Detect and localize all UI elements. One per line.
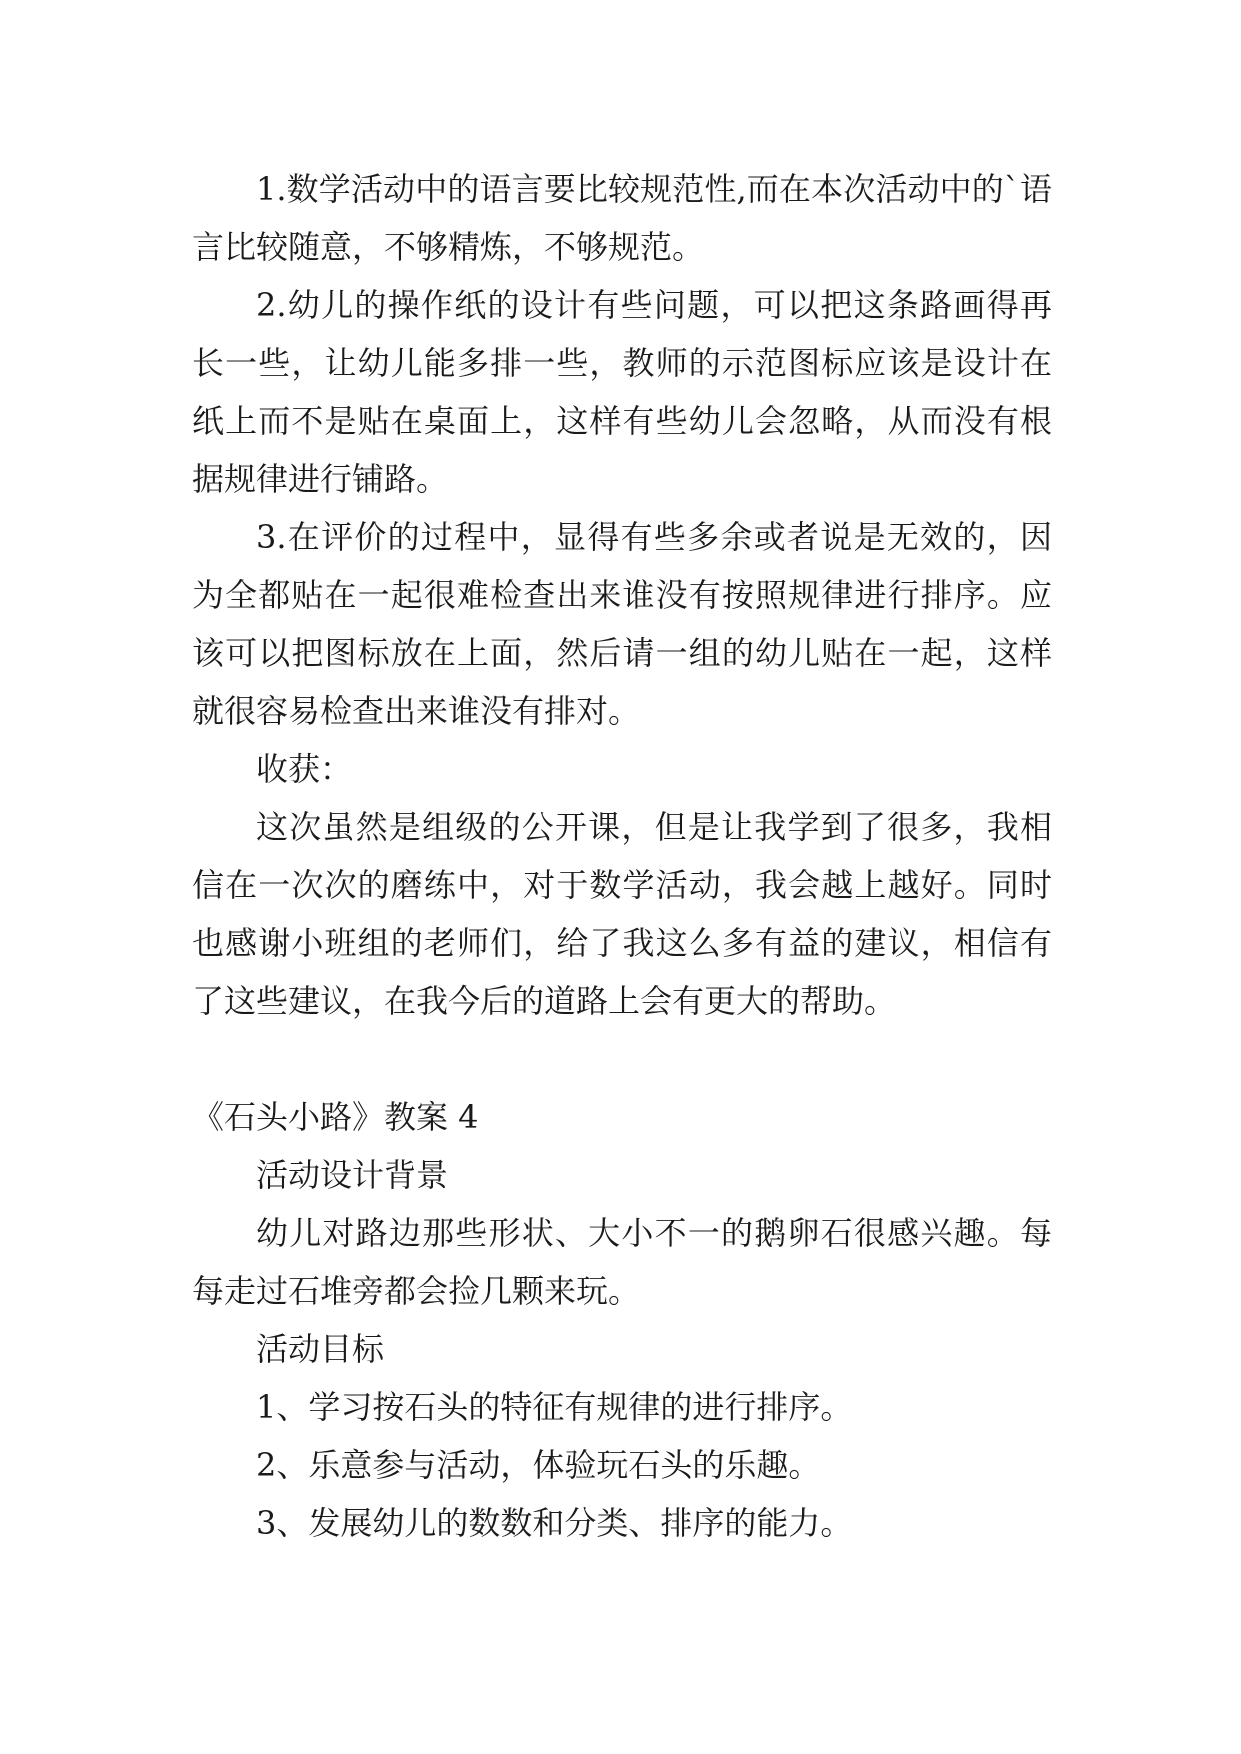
- goal-item-1: 1、学习按石头的特征有规律的进行排序。: [256, 1388, 853, 1426]
- reflection-point-2: 2.幼儿的操作纸的设计有些问题，可以把这条路画得再长一些，让幼儿能多排一些，教师的示范图标应该是设计在纸上而不是贴在桌面上，这样有些幼儿会忽略，从而没有根据规律进行铺路。: [192, 286, 1052, 498]
- goal-item-3: 3、发展幼儿的数数和分类、排序的能力。: [256, 1504, 853, 1542]
- background-text: 幼儿对路边那些形状、大小不一的鹅卵石很感兴趣。每每走过石堆旁都会捡几颗来玩。: [192, 1214, 1052, 1310]
- harvest-text: 这次虽然是组级的公开课，但是让我学到了很多，我相信在一次次的磨练中，对于数学活动，我会越上越好。同时也感谢小班组的老师们，给了我这么多有益的建议，相信有了这些建议，在我今后的道路上会有更大的帮助。: [192, 808, 1052, 1020]
- section-spacer: [192, 1030, 1052, 1088]
- goal-item-2: 2、乐意参与活动，体验玩石头的乐趣。: [256, 1446, 821, 1484]
- reflection-point-1: 1.数学活动中的语言要比较规范性,而在本次活动中的`语言比较随意，不够精炼，不够规范。: [192, 170, 1052, 266]
- background-heading: 活动设计背景: [256, 1156, 449, 1194]
- goals-heading: 活动目标: [256, 1330, 385, 1368]
- plan-title: 《石头小路》教案 4: [192, 1098, 479, 1136]
- reflection-point-3: 3.在评价的过程中，显得有些多余或者说是无效的，因为全都贴在一起很难检查出来谁没有按照规律进行排序。应该可以把图标放在上面，然后请一组的幼儿贴在一起，这样就很容易检查出来谁没有排对。: [192, 518, 1052, 730]
- document-body: [192, 160, 1052, 1552]
- harvest-heading: 收获：: [256, 750, 353, 788]
